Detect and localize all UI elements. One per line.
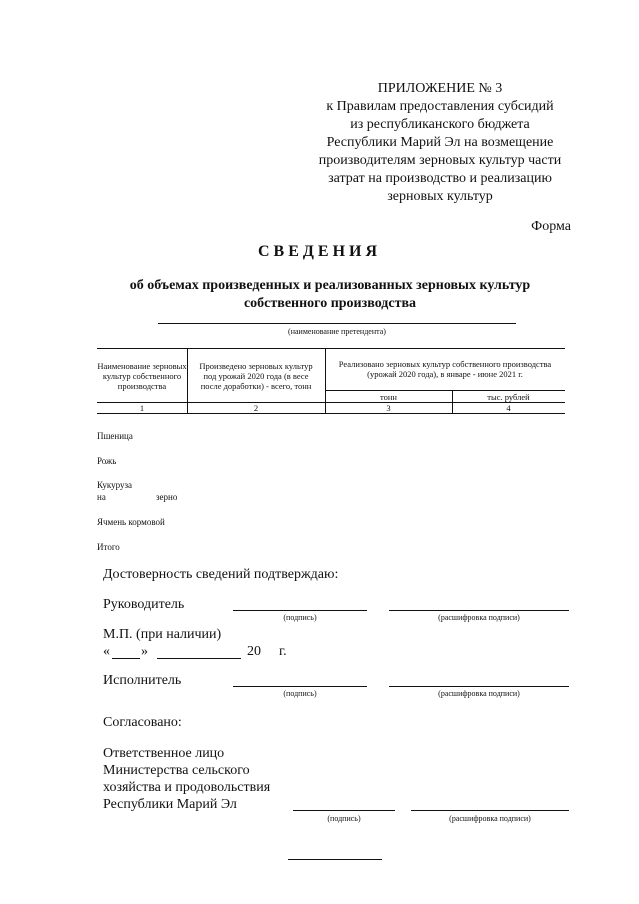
applicant-name-line[interactable] <box>158 323 516 324</box>
date-quote-open: « <box>103 644 110 659</box>
row-label-corn-na: на <box>97 492 106 502</box>
executor-label: Исполнитель <box>103 673 182 688</box>
subtitle-line: об объемах произведенных и реализованных зерновых культур <box>129 278 531 293</box>
date-quote-close: » <box>141 644 148 659</box>
col-number: 2 <box>253 403 259 413</box>
head-decrypt-caption: (расшифровка подписи) <box>438 613 520 622</box>
executor-decrypt-line[interactable] <box>389 686 569 687</box>
header-line: к Правилам предоставления субсидий <box>326 99 554 114</box>
header-line: Республики Марий Эл на возмещение <box>326 135 554 150</box>
row-label-corn: Кукуруза <box>97 480 133 490</box>
official-signature-line[interactable] <box>293 810 395 811</box>
header-line: из республиканского бюджета <box>350 117 530 132</box>
row-label-total: Итого <box>97 542 120 552</box>
header-line: ПРИЛОЖЕНИЕ № 3 <box>377 81 503 96</box>
official-line: Министерства сельского <box>103 763 250 778</box>
header-line: производителям зерновых культур части <box>318 153 562 168</box>
table-number-row-bottom <box>97 413 565 414</box>
head-signature-line[interactable] <box>233 610 367 611</box>
official-line: Ответственное лицо <box>103 746 225 761</box>
date-year-prefix: 20 <box>247 644 261 659</box>
row-label-rye: Рожь <box>97 456 117 466</box>
applicant-caption: (наименование претендента) <box>288 327 386 336</box>
official-signature-caption: (подпись) <box>327 814 361 823</box>
official-line: хозяйства и продовольствия <box>103 780 271 795</box>
sold-tons-header: тонн <box>380 391 397 402</box>
sold-header: Реализовано зерновых культур собственного производства (урожай 2020 года), в январе - июне 2021 г. <box>338 359 552 379</box>
document-title: СВЕДЕНИЯ <box>257 243 382 260</box>
subtitle-line: собственного производства <box>243 296 417 311</box>
official-decrypt-line[interactable] <box>411 810 569 811</box>
sold-rub-header: тыс. рублей <box>487 391 530 402</box>
document-subtitle <box>100 277 560 313</box>
head-label: Руководитель <box>103 597 185 612</box>
date-year-suffix: г. <box>279 644 287 659</box>
official-line: Республики Марий Эл <box>103 797 237 812</box>
closing-separator <box>288 859 382 860</box>
header-line: зерновых культур <box>387 189 493 204</box>
official-decrypt-caption: (расшифровка подписи) <box>449 814 531 823</box>
appendix-header <box>300 80 580 206</box>
agreed-label: Согласовано: <box>103 715 182 730</box>
head-signature-caption: (подпись) <box>283 613 317 622</box>
seal-label: М.П. (при наличии) <box>103 627 222 642</box>
row-label-corn-grain: зерно <box>156 492 178 502</box>
confirmation-text: Достоверность сведений подтверждаю: <box>103 567 339 582</box>
col-number: 1 <box>139 403 145 413</box>
date-day-line[interactable] <box>112 658 140 659</box>
header-line: затрат на производство и реализацию <box>328 171 552 186</box>
row-label-barley: Ячмень кормовой <box>97 517 165 527</box>
col-number: 4 <box>506 403 511 413</box>
col1-header: Наименование зерновых культур собственного производства <box>97 360 187 391</box>
date-month-line[interactable] <box>157 658 241 659</box>
executor-decrypt-caption: (расшифровка подписи) <box>438 689 520 698</box>
form-label: Форма <box>531 219 571 234</box>
official-block <box>103 745 270 813</box>
row-label-wheat: Пшеница <box>97 431 133 441</box>
col-number: 3 <box>386 403 391 413</box>
executor-signature-line[interactable] <box>233 686 367 687</box>
executor-signature-caption: (подпись) <box>283 689 317 698</box>
data-table <box>97 348 565 415</box>
col2-header: Произведено зерновых культур под урожай 2020 года (в весе после доработки) - всего, тонн <box>199 360 313 391</box>
head-decrypt-line[interactable] <box>389 610 569 611</box>
